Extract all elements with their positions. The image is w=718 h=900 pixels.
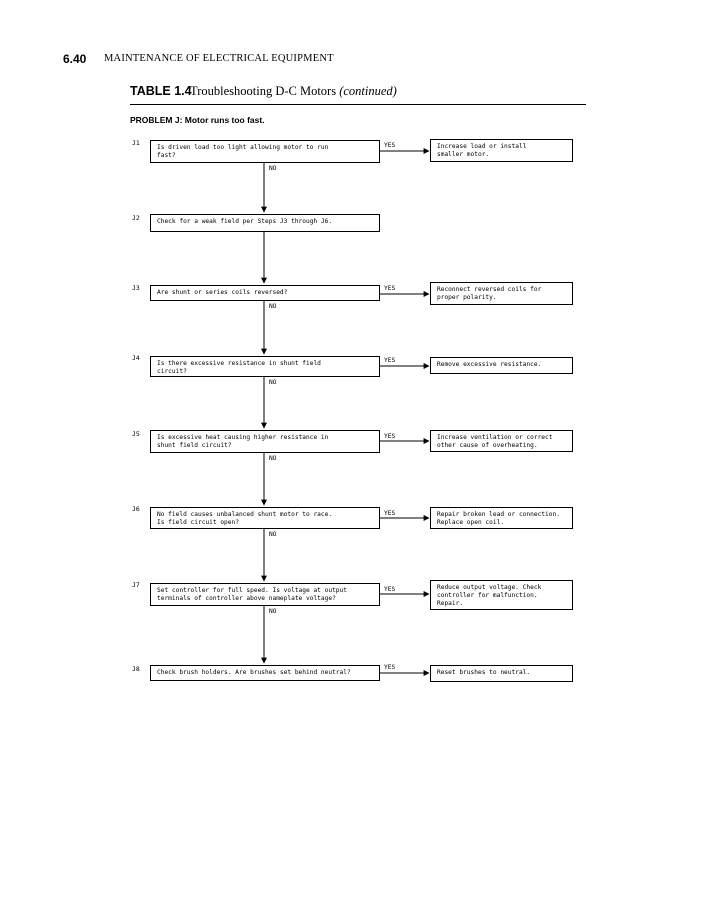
step-label-j1: J1 [132, 139, 140, 147]
question-box-j2: Check for a weak field per Steps J3 through J6. [150, 214, 380, 232]
step-label-j4: J4 [132, 354, 140, 362]
no-label-j4: NO [269, 379, 277, 386]
no-label-j5: NO [269, 455, 277, 462]
page-number: 6.40 [63, 52, 87, 66]
question-box-j4: Is there excessive resistance in shunt field circuit? [150, 356, 380, 377]
step-label-j6: J6 [132, 505, 140, 513]
question-box-j3: Are shunt or series coils reversed? [150, 285, 380, 301]
step-label-j2: J2 [132, 214, 140, 222]
yes-label-j4: YES [384, 357, 396, 364]
yes-label-j8: YES [384, 664, 396, 671]
table-label: TABLE 1.4 [130, 84, 192, 98]
table-title-text: Troubleshooting D-C Motors [190, 84, 337, 98]
no-label-j7: NO [269, 608, 277, 615]
step-label-j5: J5 [132, 430, 140, 438]
yes-label-j5: YES [384, 433, 396, 440]
table-title-suffix: (continued) [339, 84, 397, 98]
step-label-j8: J8 [132, 665, 140, 673]
yes-label-j3: YES [384, 285, 396, 292]
action-box-j8: Reset brushes to neutral. [430, 665, 573, 682]
step-label-j7: J7 [132, 581, 140, 589]
action-box-j3: Reconnect reversed coils for proper polarity. [430, 282, 573, 305]
question-box-j7: Set controller for full speed. Is voltage at output terminals of controller above nameplate voltage? [150, 583, 380, 606]
no-label-j3: NO [269, 303, 277, 310]
yes-label-j1: YES [384, 142, 396, 149]
action-box-j1: Increase load or install smaller motor. [430, 139, 573, 162]
problem-title: PROBLEM J: Motor runs too fast. [130, 115, 265, 125]
yes-label-j7: YES [384, 586, 396, 593]
no-label-j6: NO [269, 531, 277, 538]
action-box-j6: Repair broken lead or connection. Replace open coil. [430, 507, 573, 529]
step-label-j3: J3 [132, 284, 140, 292]
question-box-j1: Is driven load too light allowing motor to run fast? [150, 140, 380, 163]
action-box-j4: Remove excessive resistance. [430, 357, 573, 374]
no-label-j1: NO [269, 165, 277, 172]
question-box-j5: Is excessive heat causing higher resistance in shunt field circuit? [150, 430, 380, 453]
yes-label-j6: YES [384, 510, 396, 517]
action-box-j7: Reduce output voltage. Check controller for malfunction. Repair. [430, 580, 573, 610]
question-box-j6: No field causes unbalanced shunt motor to race. Is field circuit open? [150, 507, 380, 529]
running-head: MAINTENANCE OF ELECTRICAL EQUIPMENT [104, 53, 334, 64]
action-box-j5: Increase ventilation or correct other cause of overheating. [430, 430, 573, 452]
question-box-j8: Check brush holders. Are brushes set behind neutral? [150, 665, 380, 681]
